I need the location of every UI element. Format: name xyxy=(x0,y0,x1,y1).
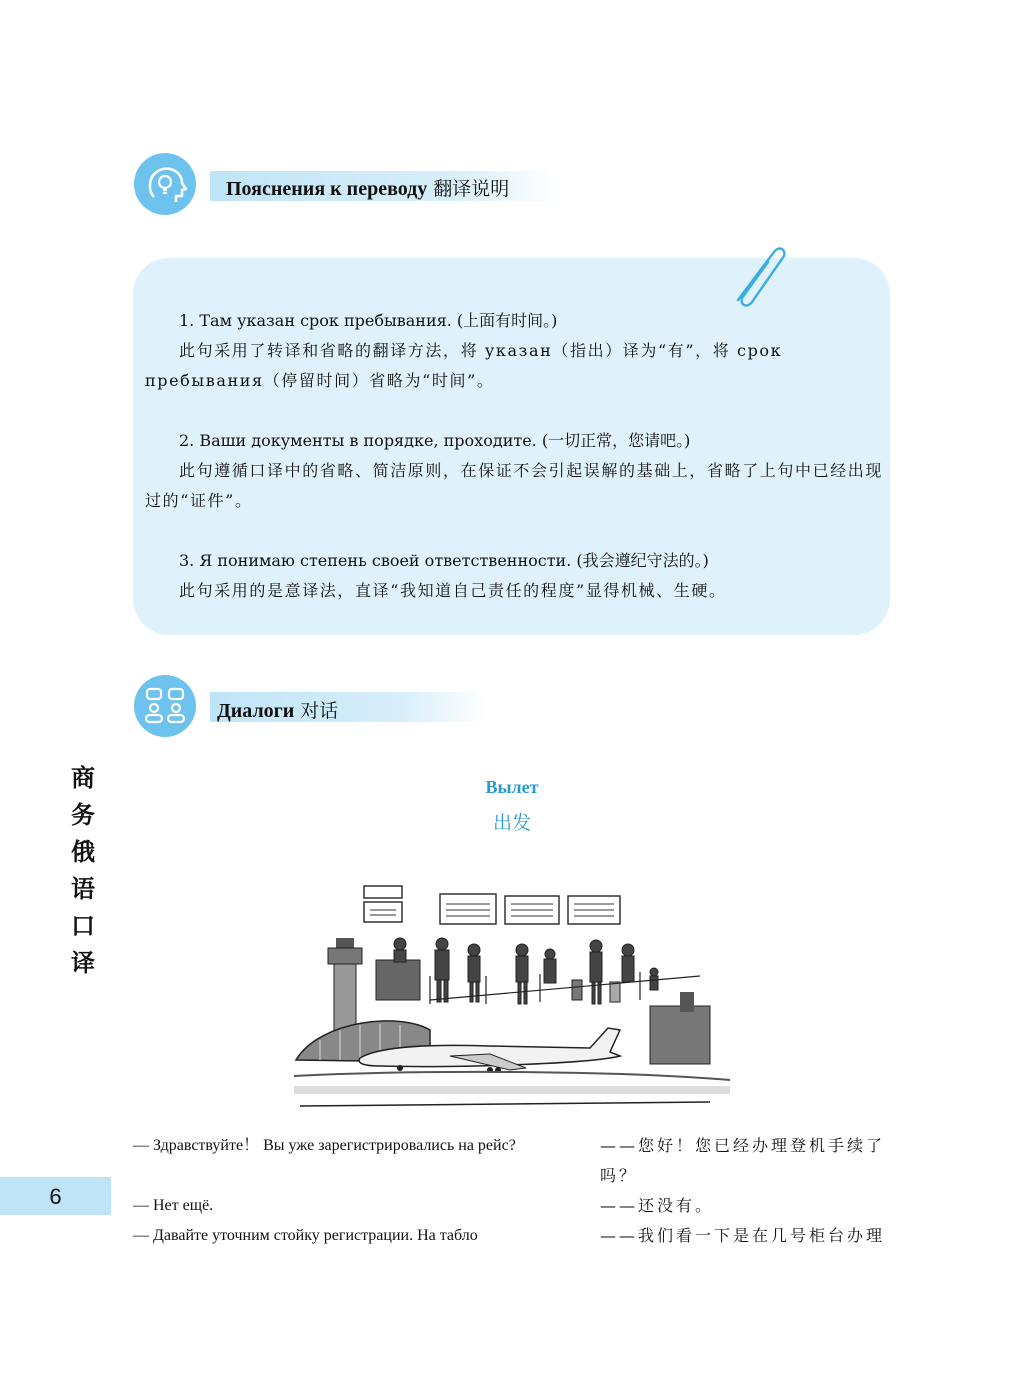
note-item-2 xyxy=(145,426,885,516)
section-title xyxy=(217,696,338,723)
dialog-line-ru-2: — Нет ещё. xyxy=(133,1197,214,1214)
head-bulb-icon xyxy=(134,153,196,215)
section-title-ru: Пояснения к переводу xyxy=(226,178,428,200)
note-source: 1. Там указан срок пребывания. (上面有时间。) xyxy=(179,311,558,330)
note-source: 2. Ваши документы в порядке, проходите. (一切正常，您请吧。) xyxy=(179,431,691,450)
section-title-ru: Диалоги xyxy=(217,700,295,722)
note-explanation: 此句遵循口译中的省略、简洁原则，在保证不会引起误解的基础上，省略了上句中已经出现过的“证件”。 xyxy=(145,461,884,510)
note-explanation: 此句采用的是意译法，直译“我知道自己责任的程度”显得机械、生硬。 xyxy=(179,581,727,600)
dialog-heading-zh: 出发 xyxy=(492,812,531,834)
section-title-zh: 对话 xyxy=(300,700,339,722)
dialog-line-ru-3: — Давайте уточним стойку регистрации. На табло xyxy=(133,1227,478,1244)
section-title xyxy=(226,174,509,201)
paperclip-icon xyxy=(728,238,794,312)
note-explanation: 此句采用了转译和省略的翻译方法，将 указан（指出）译为“有”，将 срок пребывания（停留时间）省略为“时间”。 xyxy=(145,341,783,390)
airport-check-in-illustration xyxy=(290,880,735,1110)
dialog-line-zh-2: ——还没有。 xyxy=(600,1196,715,1215)
note-source: 3. Я понимаю степень своей ответственности. (我会遵纪守法的。) xyxy=(179,551,709,570)
dialog-line-ru-1: — Здравствуйте！ Вы уже зарегистрировались на рейс? xyxy=(133,1137,516,1154)
section-title-zh: 翻译说明 xyxy=(433,178,510,200)
book-title-vertical: 商务俄语口译 xyxy=(71,764,95,977)
dialog-line-zh-1: ——您好！您已经办理登机手续了吗？ xyxy=(600,1136,886,1185)
chat-people-icon xyxy=(134,675,196,737)
dialog-heading-ru: Вылет xyxy=(485,777,539,797)
page-number: 6 xyxy=(0,1177,111,1215)
dialog-line-zh-3: ——我们看一下是在几号柜台办理 xyxy=(600,1226,886,1245)
note-item-3 xyxy=(145,546,885,606)
note-item-1 xyxy=(145,306,885,396)
